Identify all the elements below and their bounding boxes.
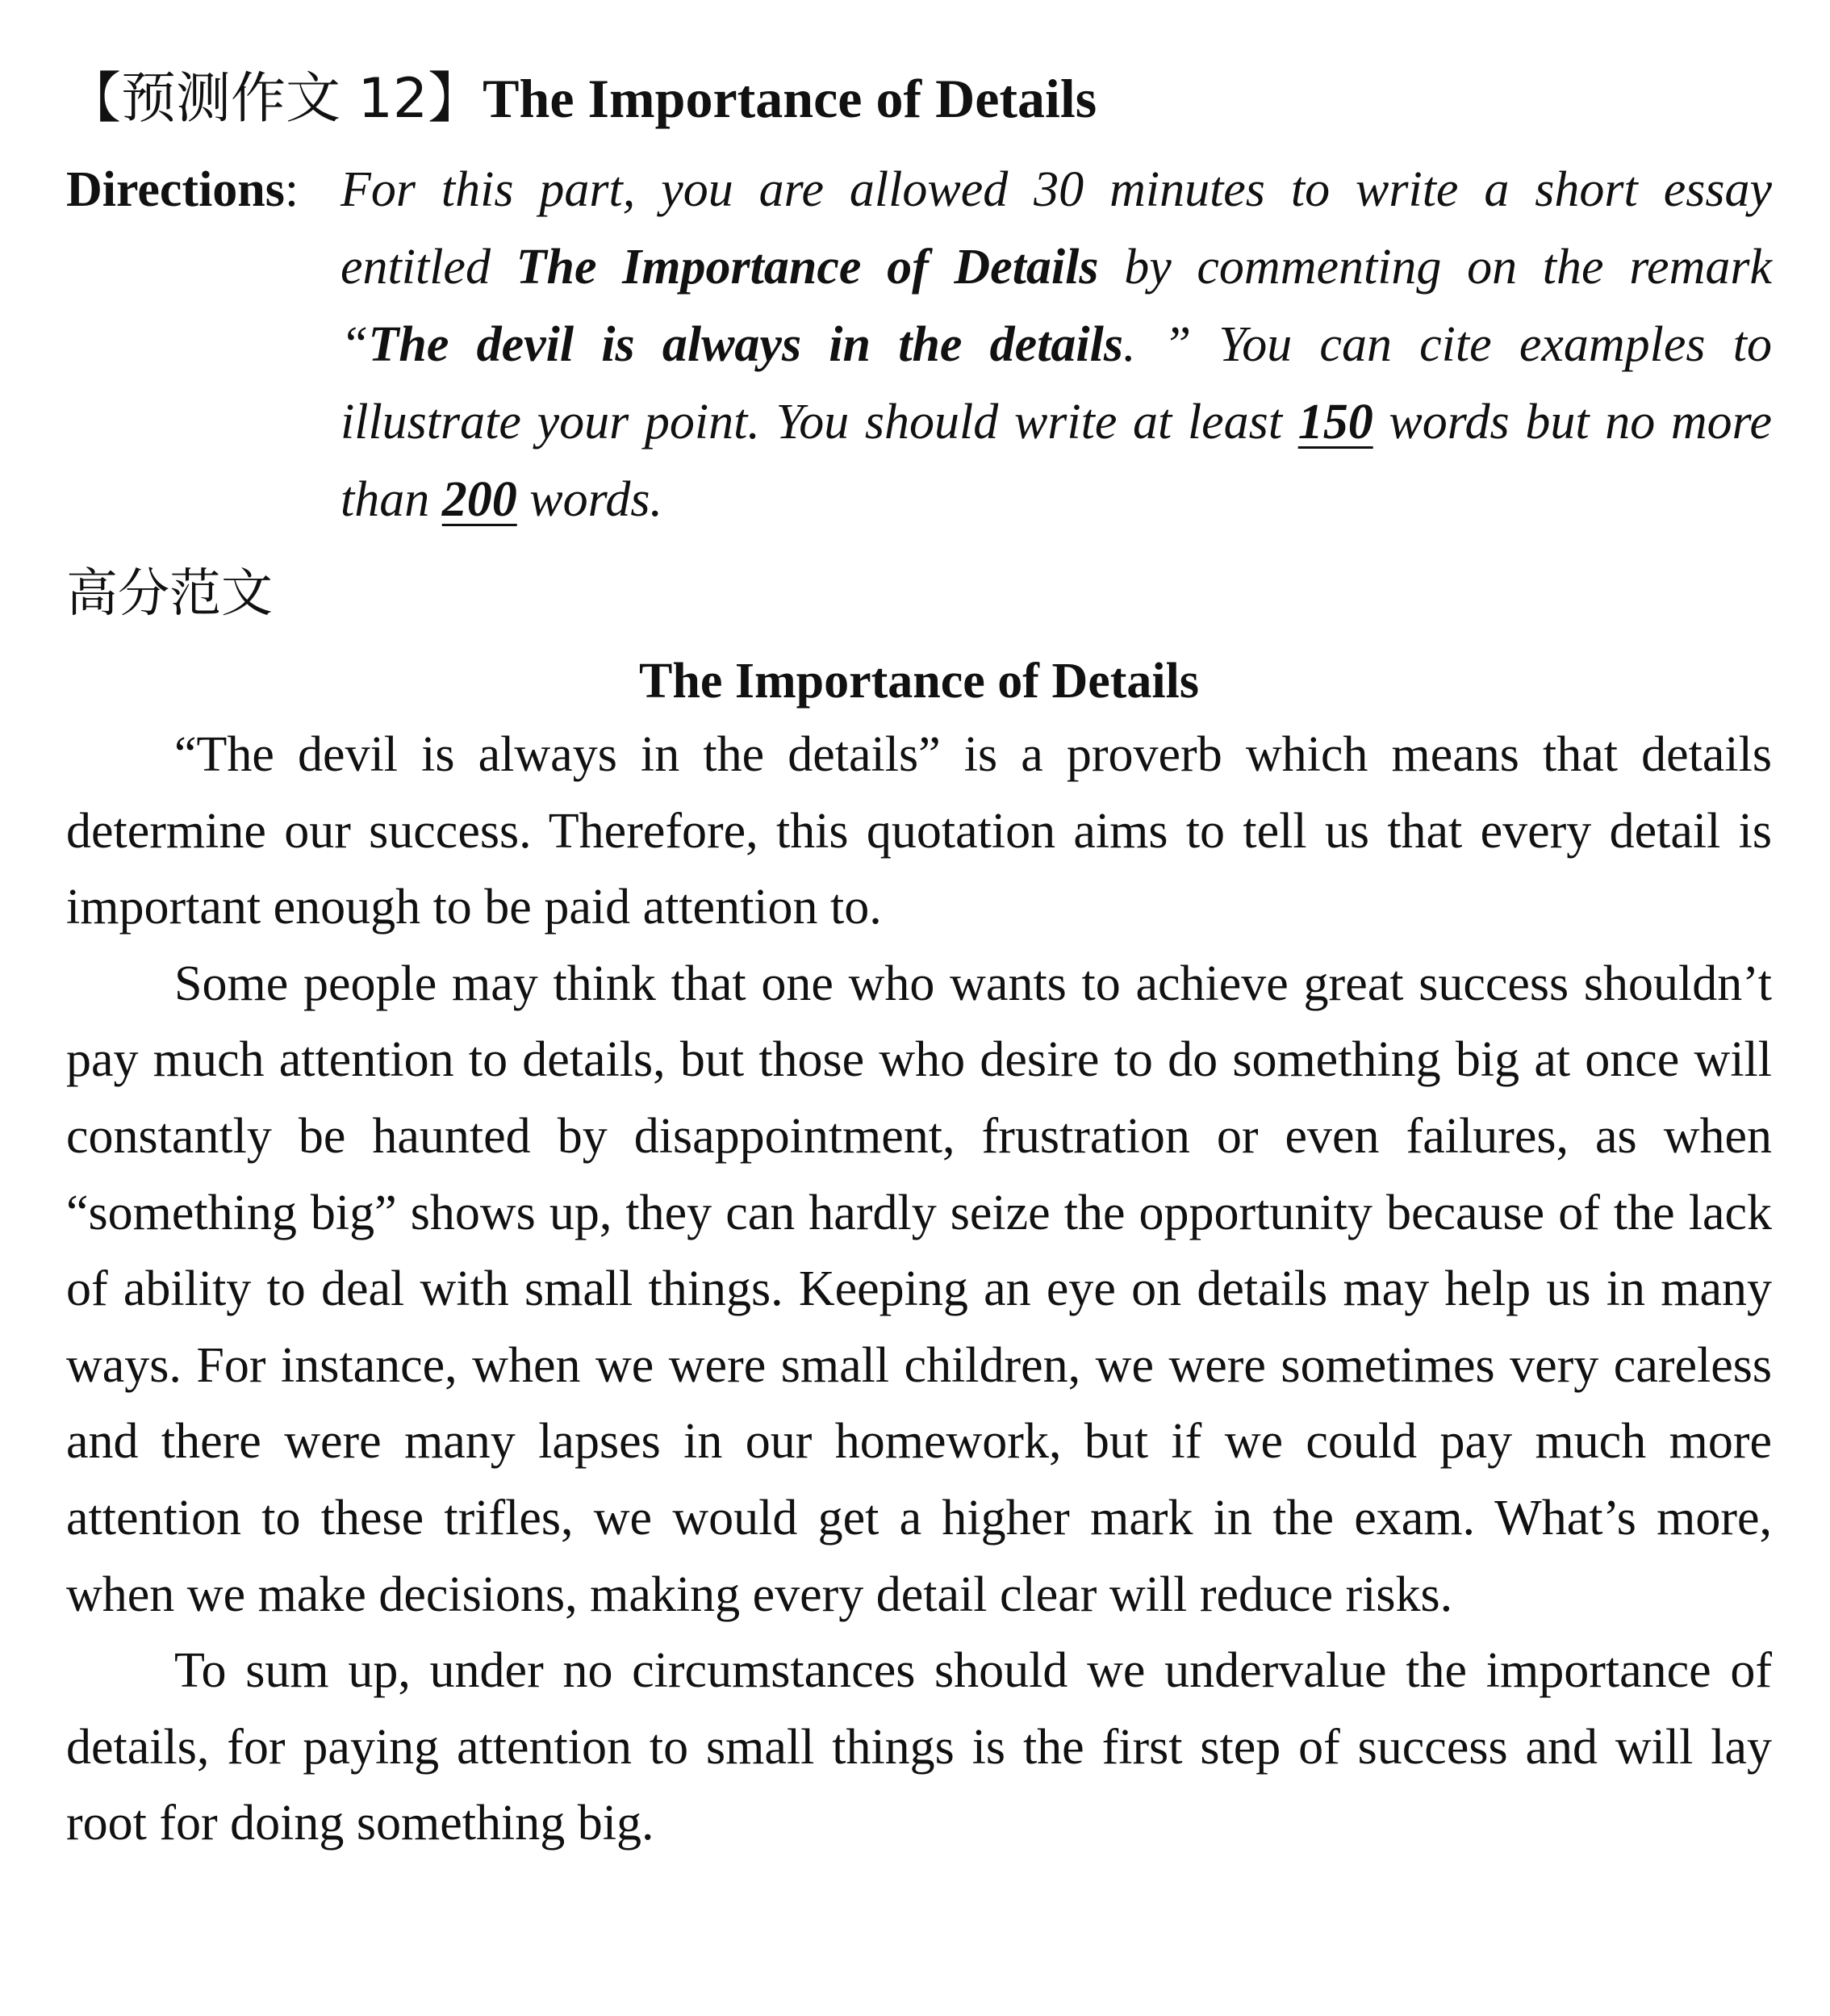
directions-text-part-3: . ” You can cite examples to illustrate your point. You should write at least xyxy=(341,317,1772,450)
essay-paragraph-2: Some people may think that one who wants to achieve great success shouldn’t pay much attention to details, but those who desire to do something big at once will constantly be haunted by disappointment, frustration or even failures, as when “something big” shows up, they can hardly seize the opportunity because of the lack of ability to deal with small things. Keeping an eye on details may help us in many ways. For instance, when we were small children, we were sometimes very careless and there were many lapses in our homework, but if we could pay much more attention to these trifles, we would get a higher mark in the exam. What’s more, when we make decisions, making every detail clear will reduce risks. xyxy=(66,956,1772,1622)
essay-paragraph-1: “The devil is always in the details” is a proverb which means that details determine our success. Therefore, this quotation aims to tell us that every detail is important enough to be paid attention to. xyxy=(66,727,1772,935)
directions-bold-quote: The devil is always in the details xyxy=(368,317,1123,372)
directions-bold-title: The Importance of Details xyxy=(516,240,1099,295)
directions-text xyxy=(341,151,1772,538)
directions-label xyxy=(66,151,299,228)
essay-paragraph-3: To sum up, under no circumstances should we undervalue the importance of details, for paying attention to small things is the first step of success and will lay root for doing something big. xyxy=(66,1643,1772,1851)
max-word-count: 200 xyxy=(441,472,517,527)
directions-text-part-1: For this part, you are allowed 30 minutes to write a short essay entitled xyxy=(341,162,1772,295)
exercise-number-label: 【预测作文 12】 xyxy=(66,67,483,131)
directions-label-text: Directions xyxy=(66,162,285,217)
essay-body xyxy=(66,717,1772,1862)
directions-text-part-2: by commenting on the remark “ xyxy=(341,240,1772,372)
directions-colon: : xyxy=(284,162,299,217)
model-essay-label: 高分范文 xyxy=(66,564,273,624)
essay-title: The Importance of Details xyxy=(639,654,1199,709)
directions-text-part-4: words but no more than xyxy=(341,395,1772,527)
exercise-title: The Importance of Details xyxy=(483,68,1097,129)
min-word-count: 150 xyxy=(1297,395,1373,450)
directions-text-part-5: words. xyxy=(516,472,663,527)
exercise-heading xyxy=(66,58,1097,140)
